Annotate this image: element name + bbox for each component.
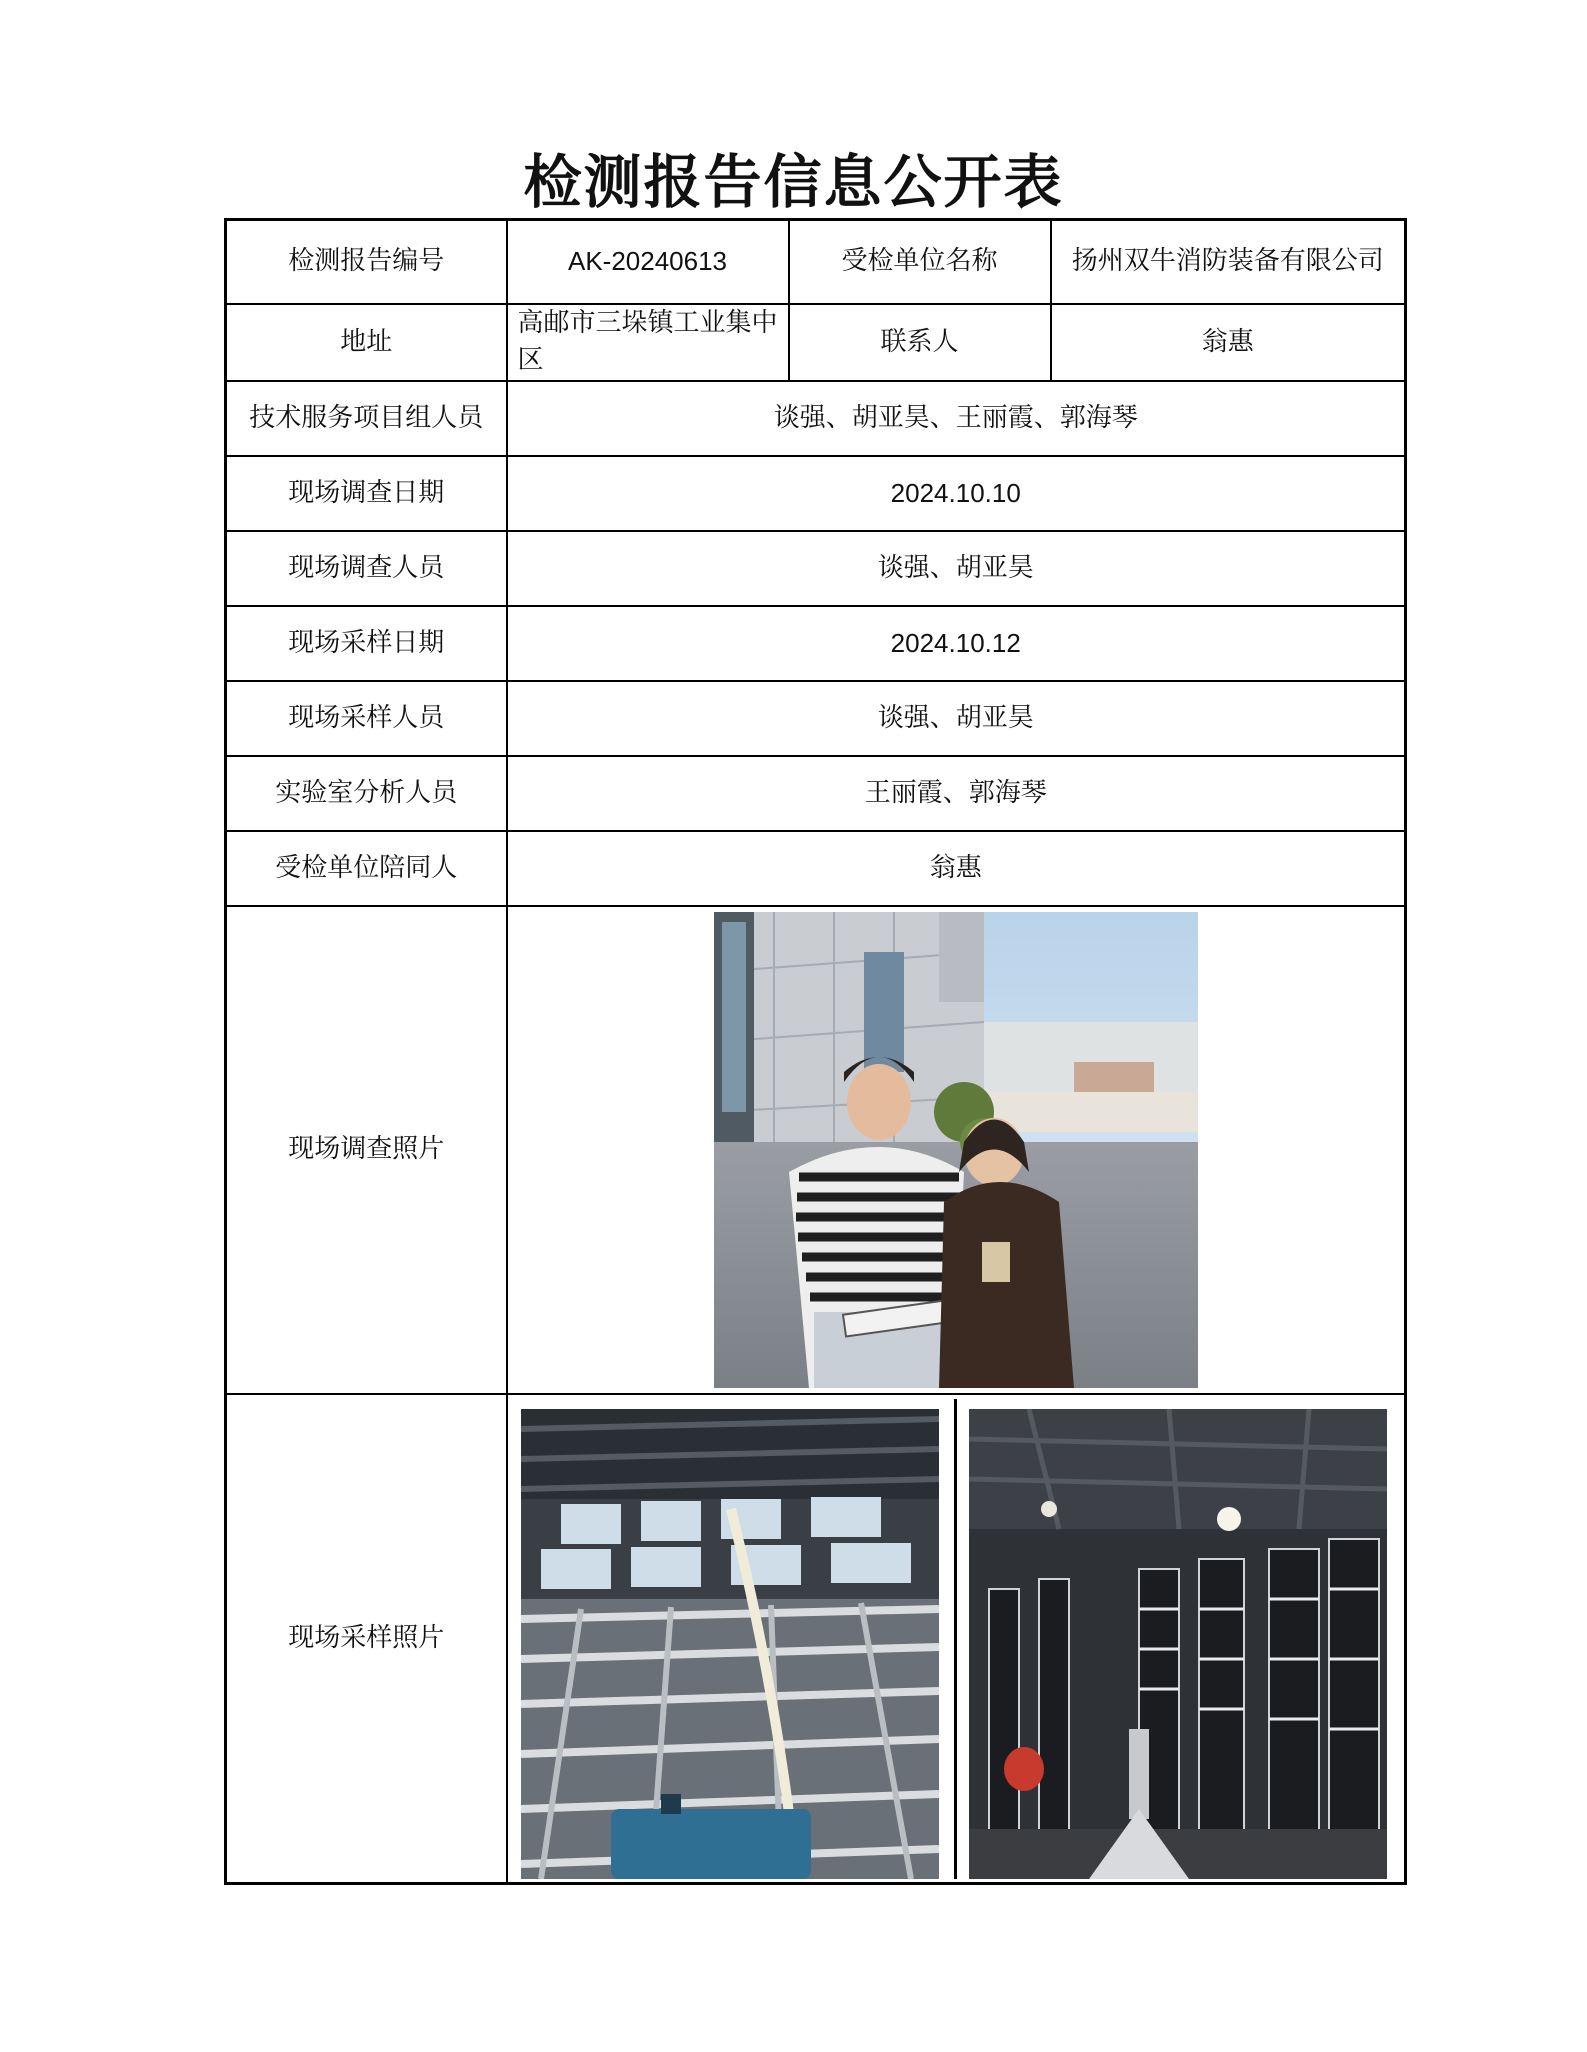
survey-photo-label: 现场调查照片: [226, 906, 507, 1394]
sampling-photo-2: [969, 1409, 1387, 1879]
report-table: [224, 218, 1407, 1885]
row-survey-staff: [226, 531, 1406, 606]
row-report-no: [226, 220, 1406, 304]
unit-name-value: 扬州双牛消防装备有限公司: [1051, 220, 1406, 304]
row-sampling-date: [226, 606, 1406, 681]
row-value: 2024.10.12: [507, 606, 1406, 681]
row-label: 实验室分析人员: [226, 756, 507, 831]
row-value: 谈强、胡亚昊: [507, 531, 1406, 606]
row-value: 翁惠: [507, 831, 1406, 906]
row-value: 谈强、胡亚昊、王丽霞、郭海琴: [507, 381, 1406, 456]
report-no-label: 检测报告编号: [226, 220, 507, 304]
row-label: 现场采样人员: [226, 681, 507, 756]
contact-label: 联系人: [789, 304, 1051, 381]
address-label: 地址: [226, 304, 507, 381]
row-value: 2024.10.10: [507, 456, 1406, 531]
row-label: 技术服务项目组人员: [226, 381, 507, 456]
row-address: [226, 304, 1406, 381]
row-sampling-photo: [226, 1394, 1406, 1884]
unit-name-label: 受检单位名称: [789, 220, 1051, 304]
row-team: [226, 381, 1406, 456]
row-value: 王丽霞、郭海琴: [507, 756, 1406, 831]
row-lab-staff: [226, 756, 1406, 831]
address-value: 高邮市三垛镇工业集中区: [507, 304, 789, 381]
row-survey-photo: [226, 906, 1406, 1394]
row-label: 现场调查人员: [226, 531, 507, 606]
row-survey-date: [226, 456, 1406, 531]
row-label: 受检单位陪同人: [226, 831, 507, 906]
row-label: 现场调查日期: [226, 456, 507, 531]
row-escort: [226, 831, 1406, 906]
page-title: 检测报告信息公开表: [523, 148, 1064, 216]
row-label: 现场采样日期: [226, 606, 507, 681]
row-value: 谈强、胡亚昊: [507, 681, 1406, 756]
sampling-photo-1: [521, 1409, 939, 1879]
survey-photo: [714, 912, 1198, 1388]
contact-value: 翁惠: [1051, 304, 1406, 381]
report-no-value: AK-20240613: [507, 220, 789, 304]
row-sampling-staff: [226, 681, 1406, 756]
sampling-photo-label: 现场采样照片: [226, 1394, 507, 1884]
